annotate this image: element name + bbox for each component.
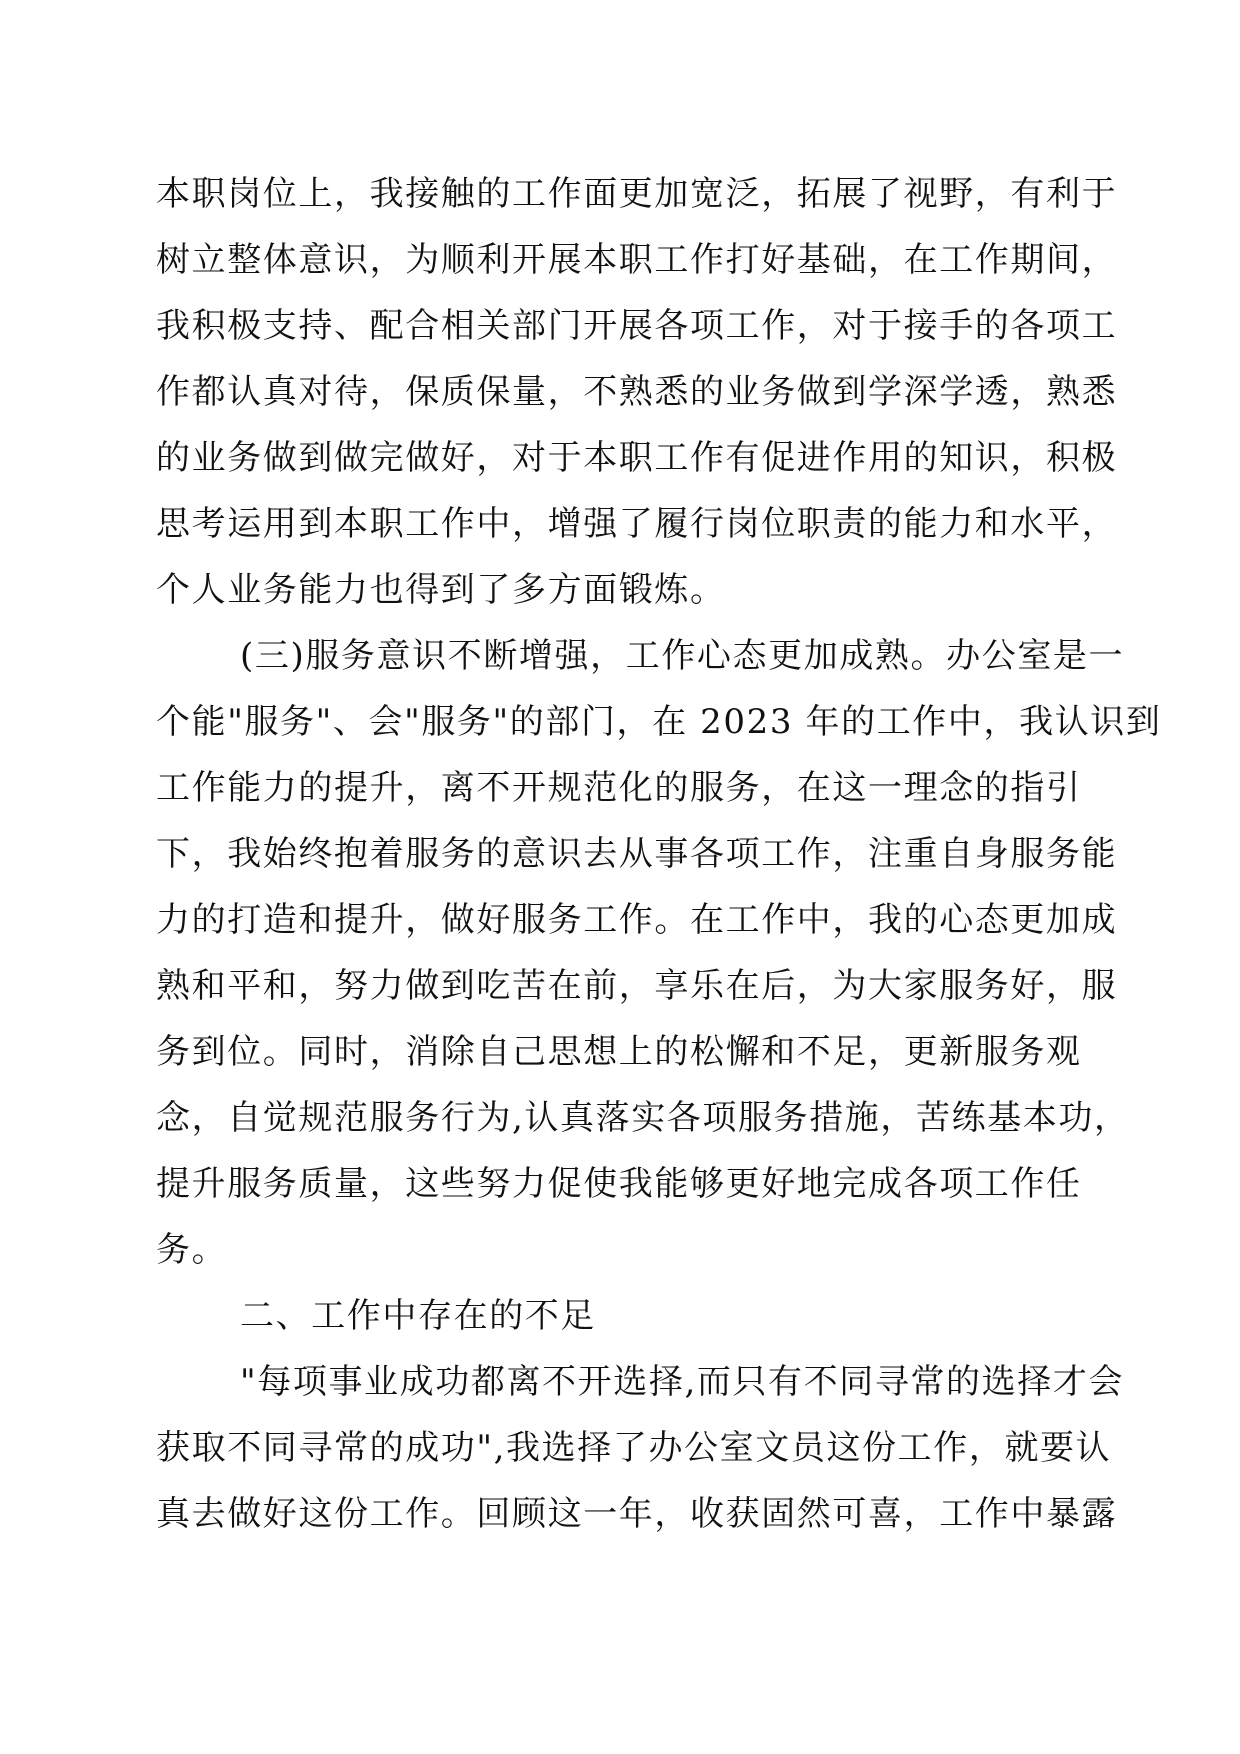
body-text-line: 念，自觉规范服务行为,认真落实各项服务措施，苦练基本功， <box>156 1098 1130 1138</box>
body-text-line: 工作能力的提升，离不开规范化的服务，在这一理念的指引 <box>156 768 1082 808</box>
body-text-line: 个人业务能力也得到了多方面锻炼。 <box>156 570 726 610</box>
body-text-line: 务到位。同时，消除自己思想上的松懈和不足，更新服务观 <box>156 1032 1082 1072</box>
body-text-line: 我积极支持、配合相关部门开展各项工作，对于接手的各项工 <box>156 306 1118 346</box>
body-text-line: 作都认真对待，保质保量，不熟悉的业务做到学深学透，熟悉 <box>156 372 1118 412</box>
body-text-line: 真去做好这份工作。回顾这一年，收获固然可喜，工作中暴露 <box>156 1494 1118 1534</box>
body-text-line: 获取不同寻常的成功",我选择了办公室文员这份工作，就要认 <box>156 1428 1112 1468</box>
body-text-line: 力的打造和提升，做好服务工作。在工作中，我的心态更加成 <box>156 900 1118 940</box>
quote-text-line: "每项事业成功都离不开选择,而只有不同寻常的选择才会 <box>240 1362 1125 1402</box>
body-text-line: 树立整体意识，为顺利开展本职工作打好基础，在工作期间， <box>156 240 1118 280</box>
section-heading: 二、工作中存在的不足 <box>240 1296 596 1336</box>
body-text-line: 熟和平和，努力做到吃苦在前，享乐在后，为大家服务好，服 <box>156 966 1118 1006</box>
body-text-line: 下，我始终抱着服务的意识去从事各项工作，注重自身服务能 <box>156 834 1118 874</box>
body-text-line: 个能"服务"、会"服务"的部门，在 2023 年的工作中，我认识到 <box>156 702 1162 742</box>
section-heading-line: (三)服务意识不断增强，工作心态更加成熟。办公室是一 <box>240 636 1125 676</box>
body-text-line: 的业务做到做完做好，对于本职工作有促进作用的知识，积极 <box>156 438 1118 478</box>
body-text-line: 提升服务质量，这些努力促使我能够更好地完成各项工作任 <box>156 1164 1082 1204</box>
body-text-line: 思考运用到本职工作中，增强了履行岗位职责的能力和水平， <box>156 504 1118 544</box>
body-text-line: 本职岗位上，我接触的工作面更加宽泛，拓展了视野，有利于 <box>156 174 1118 214</box>
body-text-line: 务。 <box>156 1230 228 1270</box>
